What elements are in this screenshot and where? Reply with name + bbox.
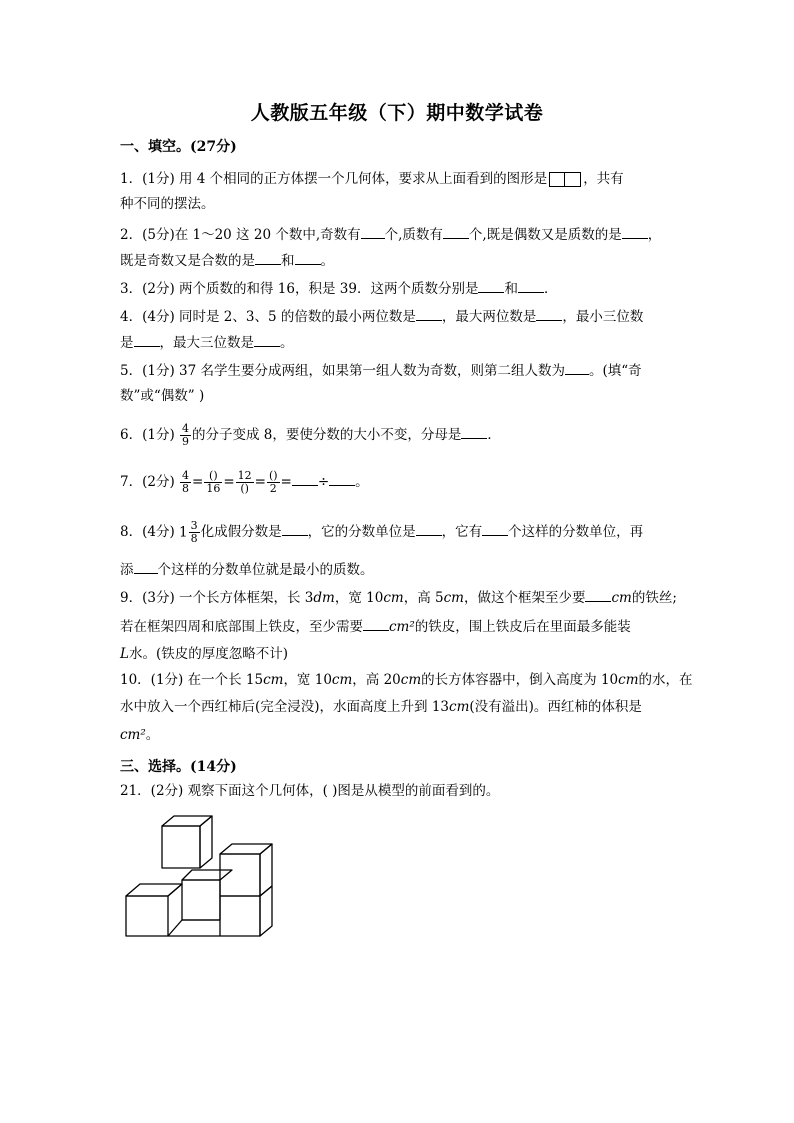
fraction: $\frac{()}{2}$ bbox=[268, 469, 278, 495]
answer-blank[interactable] bbox=[443, 225, 469, 239]
answer-blank[interactable] bbox=[416, 307, 442, 321]
question-9-line-3: L水。(铁皮的厚度忽略不计) bbox=[120, 646, 289, 662]
answer-blank[interactable] bbox=[585, 588, 611, 602]
question-1-line-2: 种不同的摆法。 bbox=[120, 196, 215, 212]
answer-blank[interactable] bbox=[329, 472, 355, 486]
answer-blank[interactable] bbox=[295, 251, 321, 265]
question-4-line-1: 4．(4分) 同时是 2、3、5 的倍数的最小两位数是 ，最大两位数是 ，最小三位数 bbox=[120, 309, 644, 325]
answer-blank[interactable] bbox=[478, 279, 504, 293]
question-3: 3．(2分) 两个质数的和得 16，积是 39．这两个质数分别是 和 ． bbox=[120, 281, 558, 297]
cube-model-figure bbox=[122, 812, 282, 938]
question-4-line-2: 是 ，最大三位数是 。 bbox=[120, 335, 294, 351]
question-7: 7．(2分) $\frac{4}{8}$ = $\frac{()}{16}$ = $\frac{12}{()}$ = $\frac{()}{2}$ = ÷ 。 bbox=[120, 469, 369, 495]
answer-blank[interactable] bbox=[363, 617, 389, 631]
answer-blank[interactable] bbox=[565, 361, 589, 375]
answer-blank[interactable] bbox=[134, 333, 160, 347]
answer-blank[interactable] bbox=[282, 522, 308, 536]
question-10-line-2: 水中放入一个西红柿后(完全浸没)，水面高度上升到 13cm(没有溢出)。西红柿的体积是 bbox=[120, 699, 642, 715]
two-squares-figure bbox=[549, 172, 581, 187]
page-title: 人教版五年级（下）期中数学试卷 bbox=[250, 102, 544, 124]
fraction: $\frac{4}{9}$ bbox=[182, 422, 190, 448]
answer-blank[interactable] bbox=[255, 251, 281, 265]
answer-blank[interactable] bbox=[361, 225, 385, 239]
answer-blank[interactable] bbox=[482, 522, 508, 536]
answer-blank[interactable] bbox=[518, 279, 544, 293]
fraction: $\frac{()}{16}$ bbox=[206, 469, 221, 495]
question-9-line-2: 若在框架四周和底部围上铁皮，至少需要 cm²的铁皮，围上铁皮后在里面最多能装 bbox=[120, 619, 631, 635]
question-8-line-2: 添 个这样的分数单位就是最小的质数。 bbox=[120, 562, 374, 578]
question-5-line-2: 数”或“偶数” ) bbox=[120, 388, 205, 404]
answer-blank[interactable] bbox=[292, 472, 318, 486]
answer-blank[interactable] bbox=[622, 225, 648, 239]
question-1-line-1: 1．(1分) 用 4 个相同的正方体摆一个几何体，要求从上面看到的图形是 ，共有 bbox=[120, 171, 624, 187]
question-2-line-1: 2．(5分)在 1～20 这 20 个数中,奇数有 个,质数有 个,既是偶数又是质数的是 ， bbox=[120, 227, 662, 243]
question-10-line-3: cm²。 bbox=[120, 727, 160, 743]
answer-blank[interactable] bbox=[416, 522, 442, 536]
answer-blank[interactable] bbox=[461, 425, 487, 439]
question-10-line-1: 10．(1分) 在一个长 15cm，宽 10cm，高 20cm的长方体容器中，倒入高度为 10cm的水，在 bbox=[120, 672, 693, 688]
answer-blank[interactable] bbox=[536, 307, 562, 321]
question-8-line-1: 8．(4分) 1 $\frac{3}{8}$ 化成假分数是 ，它的分数单位是 ，它有 个这样的分数单位，再 bbox=[120, 519, 644, 545]
section-heading-fill-in: 一、填空。(27分) bbox=[120, 139, 237, 155]
fraction: $\frac{12}{()}$ bbox=[237, 469, 252, 495]
question-5-line-1: 5．(1分) 37 名学生要分成两组，如果第一组人数为奇数，则第二组人数为 。(填“奇 bbox=[120, 363, 642, 379]
section-heading-choice: 三、选择。(14分) bbox=[120, 759, 237, 775]
question-21: 21．(2分) 观察下面这个几何体，( )图是从模型的前面看到的。 bbox=[120, 783, 500, 799]
question-9-line-1: 9．(3分) 一个长方体框架，长 3dm，宽 10cm，高 5cm，做这个框架至少要 cm的铁丝; bbox=[120, 590, 677, 606]
question-6: 6．(1分) $\frac{4}{9}$ 的分子变成 8，要使分数的大小不变，分母是 ． bbox=[120, 422, 501, 448]
answer-blank[interactable] bbox=[254, 333, 280, 347]
question-2-line-2: 既是奇数又是合数的是 和 。 bbox=[120, 253, 334, 269]
answer-blank[interactable] bbox=[134, 560, 158, 574]
fraction: $\frac{3}{8}$ bbox=[190, 519, 198, 545]
fraction: $\frac{4}{8}$ bbox=[182, 469, 190, 495]
mixed-number-whole: 1 bbox=[179, 524, 188, 541]
